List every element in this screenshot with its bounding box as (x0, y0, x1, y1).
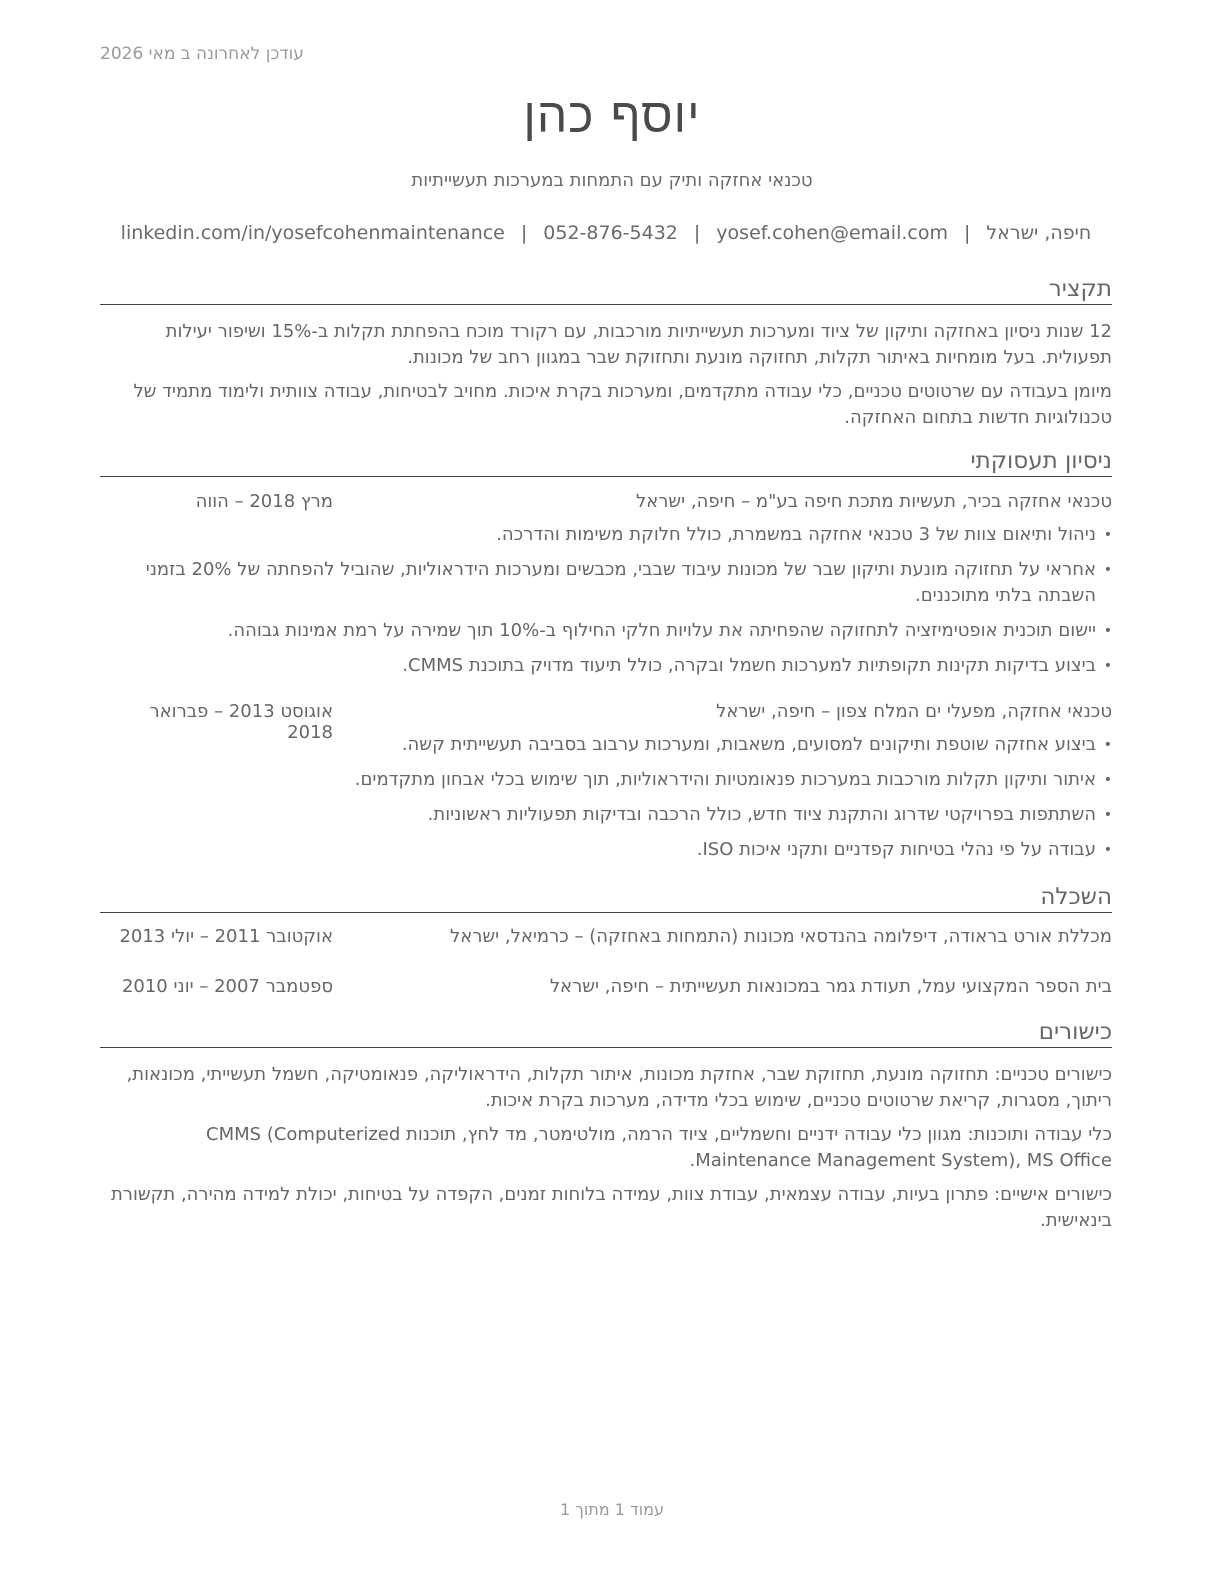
skills-personal: כישורים אישיים: פתרון בעיות, עבודה עצמאית, עבודת צוות, עמידה בלוחות זמנים, הקפדה על בטיחות, יכולת למידה מהירה, תקשורת בינאישית. (110, 1184, 1112, 1231)
section-title-experience: ניסיון תעסוקתי (100, 448, 1112, 477)
contact-location: חיפה, ישראל (986, 222, 1092, 244)
candidate-name: יוסף כהן (523, 88, 701, 144)
skills-tools: כלי עבודה ותוכנות: מגוון כלי עבודה ידניים וחשמליים, ציוד הרמה, מולטימטר, מד לחץ, תוכנות CMMS (Computerized Maintenance Management System), MS Office. (206, 1124, 1112, 1171)
page-number: עמוד 1 מתוך 1 (560, 1500, 664, 1519)
job-title: טכנאי אחזקה בכיר, תעשיות מתכת חיפה בע"מ – חיפה, ישראל (635, 491, 1112, 512)
section-title-skills: כישורים (100, 1019, 1112, 1048)
job-bullet: • עבודה על פי נהלי בטיחות קפדניים ותקני איכות ISO. (100, 837, 1112, 863)
education-item (100, 926, 1112, 952)
job-header (100, 491, 1112, 517)
contact-separator: | (520, 222, 528, 244)
job-bullet: • אחראי על תחזוקה מונעת ותיקון שבר של מכונות עיבוד שבבי, מכבשים ומערכות הידראוליות, שהוביל להפחתה של 20% בזמני השבתה בלתי מתוכננים. (100, 557, 1112, 609)
job-bullet: • ניהול ותיאום צוות של 3 טכנאי אחזקה במשמרת, כולל חלוקת משימות והדרכה. (100, 522, 1112, 548)
skills-technical: כישורים טכניים: תחזוקה מונעת, תחזוקת שבר, אחזקת מכונות, איתור תקלות, הידראוליקה, פנאומטיקה, חשמל תעשייתי, מכונאות, ריתוך, מסגרות, קריאת שרטוטים טכניים, שימוש בכלי מדידה, מערכות בקרת איכות. (126, 1064, 1112, 1111)
job-bullet: • איתור ותיקון תקלות מורכבות במערכות פנאומטיות והידראוליות, תוך שימוש בכלי אבחון מתקדמים. (100, 767, 1112, 793)
summary-paragraph: מיומן בעבודה עם שרטוטים טכניים, כלי עבודה מתקדמים, ומערכות בקרת איכות. מחויב לבטיחות, עבודה צוותית ולימוד מתמיד של טכנולוגיות חדשות בתחום האחזקה. (133, 381, 1112, 428)
contact-phone[interactable]: 052-876-5432 (543, 222, 678, 244)
education-title: מכללת אורט בראודה, דיפלומה בהנדסאי מכונות (התמחות באחזקה) – כרמיאל, ישראל (449, 926, 1112, 947)
education-title: בית הספר המקצועי עמל, תעודת גמר במכונאות תעשייתית – חיפה, ישראל (549, 976, 1112, 997)
job-bullet: • ביצוע בדיקות תקינות תקופתיות למערכות חשמל ובקרה, כולל תיעוד מדויק בתוכנת CMMS. (100, 653, 1112, 679)
last-updated: עודכן לאחרונה ב מאי 2026 (100, 44, 304, 64)
job-bullet: • ביצוע אחזקה שוטפת ותיקונים למסועים, משאבות, ומערכות ערבוב בסביבה תעשייתית קשה. (100, 732, 1112, 758)
contact-linkedin[interactable]: linkedin.com/in/yosefcohenmaintenance (120, 222, 505, 244)
contact-separator: | (963, 222, 971, 244)
contact-email[interactable]: yosef.cohen@email.com (716, 222, 948, 244)
contact-separator: | (693, 222, 701, 244)
job-date: אוגוסט 2013 – פברואר 2018 (149, 701, 333, 743)
job-bullet: • יישום תוכנית אופטימיזציה לתחזוקה שהפחיתה את עלויות חלקי החילוף ב-10% תוך שמירה על רמת אמינות גבוהה. (100, 618, 1112, 644)
section-title-education: השכלה (100, 884, 1112, 913)
job-header (100, 701, 1112, 743)
education-item (100, 976, 1112, 1002)
section-title-summary: תקציר (100, 276, 1112, 305)
job-date: מרץ 2018 – הווה (195, 491, 333, 512)
job-bullets (100, 522, 1112, 688)
contact-line (100, 222, 1112, 244)
candidate-subtitle: טכנאי אחזקה ותיק עם התמחות במערכות תעשייתיות (411, 170, 813, 191)
job-bullet: • השתתפות בפרויקטי שדרוג והתקנת ציוד חדש, כולל הרכבה ובדיקות תפעוליות ראשוניות. (100, 802, 1112, 828)
job-bullets (100, 732, 1112, 872)
summary-paragraph: 12 שנות ניסיון באחזקה ותיקון של ציוד ומערכות תעשייתיות מורכבות, עם רקורד מוכח בהפחתת תקלות ב-15% ושיפור יעילות תפעולית. בעל מומחיות באיתור תקלות, תחזוקה מונעת ותחזוקת שבר במגוון רחב של מכונות. (165, 321, 1112, 368)
job-title: טכנאי אחזקה, מפעלי ים המלח צפון – חיפה, ישראל (716, 701, 1112, 722)
education-date: אוקטובר 2011 – יולי 2013 (119, 926, 333, 947)
education-date: ספטמבר 2007 – יוני 2010 (121, 976, 333, 997)
